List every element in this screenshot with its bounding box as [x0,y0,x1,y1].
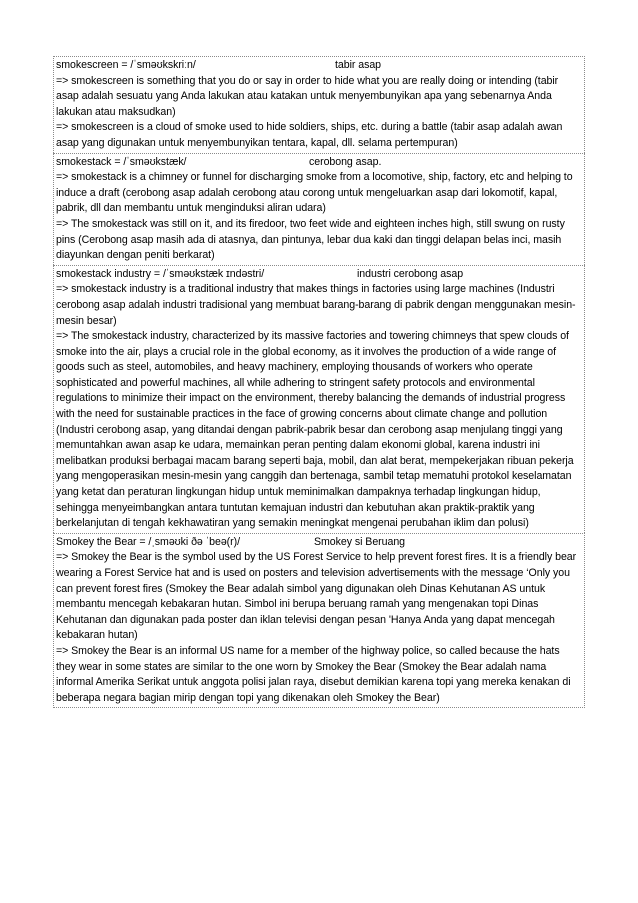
entry-translation: industri cerobong asap [357,267,464,280]
entry-smokescreen [53,56,585,153]
entry-smokestack-industry [53,265,585,533]
entry-translation: cerobong asap. [309,155,382,168]
entry-headline [56,155,582,171]
entry-term: smokestack = /ˈsməʊkstæk/ [56,155,187,168]
entry-term: Smokey the Bear = /ˌsməʊki ðə ˈbeə(r)/ [56,535,240,548]
entry-definition: => Smokey the Bear is the symbol used by the US Forest Service to help prevent forest fires. It is a friendly bear wearing a Forest Service hat and is used on posters and television advertisements with the message ‘Only you can prevent forest fires (Smokey the Bear adalah simbol yang digunakan oleh Dinas Kehutanan AS untuk membantu mencegah kebakaran hutan. Simbol ini berupa beruang ramah yang mengenakan topi Dinas Kehutanan dan digunakan pada poster dan iklan televisi dengan pesan 'Hanya Anda yang dapat mencegah kebakaran hutan) [56,551,577,642]
entry-definition: => smokescreen is a cloud of smoke used to hide soldiers, ships, etc. during a battle (tabir asap adalah awan asap yang digunakan untuk menyembunyikan tentara, kapal, dll. selama pertempuran) [56,121,563,149]
entry-headline [56,267,582,283]
entry-headline [56,58,582,74]
entry-smokey-the-bear [53,533,585,709]
entry-definition: => Smokey the Bear is an informal US name for a member of the highway police, so called because the hats they wear in some states are similar to the one worn by Smokey the Bear (Smokey the Bear adalah nama informal Amerika Serikat untuk anggota polisi jalan raya, disebut demikian karena topi yang mereka kenakan di beberapa negara bagian mirip dengan topi yang dikenakan oleh Smokey the Bear) [56,644,571,704]
entry-definition: => smokestack is a chimney or funnel for discharging smoke from a locomotive, ship, factory, etc and helping to induce a draft (cerobong asap adalah cerobong atau corong untuk mengeluarkan asap dari lokomotif, kapal, pabrik, dll dan membantu untuk menginduksi aliran udara) [56,171,573,215]
entry-definition: => smokescreen is something that you do or say in order to hide what you are really doing or intending (tabir asap adalah sesuatu yang Anda lakukan atau katakan untuk menyembunyikan apa yang sebenarnya Anda lakukan atau maksudkan) [56,74,559,118]
entry-smokestack [53,153,585,265]
entry-term: smokescreen = /ˈsməʊkskriːn/ [56,59,196,71]
entry-translation: tabir asap [335,59,382,71]
entry-headline [56,535,582,551]
entry-term: smokestack industry = /ˈsməʊkstæk ɪndəstri/ [56,267,265,280]
entry-definition: => smokestack industry is a traditional industry that makes things in factories using large machines (Industri cerobong asap adalah industri tradisional yang membuat barang-barang di pabrik dengan menggunakan mesin-mesin besar) [56,283,576,327]
entry-definition: => The smokestack was still on it, and its firedoor, two feet wide and eighteen inches high, still swung on rusty pins (Cerobong asap masih ada di atasnya, dan pintunya, lebar dua kaki dan tinggi delapan belas inci, masih diayunkan dengan peniti berkarat) [56,217,565,262]
vocabulary-table [53,56,585,708]
entry-definition: => The smokestack industry, characterized by its massive factories and towering chimneys that spew clouds of smoke into the air, plays a crucial role in the global economy, as it involves the production of a wide range of goods such as steel, automobiles, and heavy machinery, employing thousands of workers who operate sophisticated and powerful machines, all while adhering to stringent safety protocols and environmental regulations to minimize their impact on the environment, thereby balancing the demands of industrial progress with the need for sustainable practices in the face of growing concerns about climate change and pollution (Industri cerobong asap, yang ditandai dengan pabrik-pabrik besar dan cerobong asap menjulang tinggi yang memuntahkan awan asap ke udara, memainkan peran penting dalam ekonomi global, karena industri ini melibatkan produksi berbagai macam barang seperti baja, mobil, dan alat berat, mempekerjakan ribuan pekerja yang mengoperasikan mesin-mesin yang canggih dan bertenaga, sambil tetap mematuhi protokol keselamatan yang ketat dan peraturan lingkungan hidup untuk meminimalkan dampaknya terhadap lingkungan hidup, sehingga menyeimbangkan antara tuntutan kemajuan industri dan kebutuhan akan praktik-praktik yang berkelanjutan di tengah kekhawatiran yang semakin meningkat mengenai perubahan iklim dan polusi) [56,330,574,530]
entry-translation: Smokey si Beruang [314,535,406,548]
